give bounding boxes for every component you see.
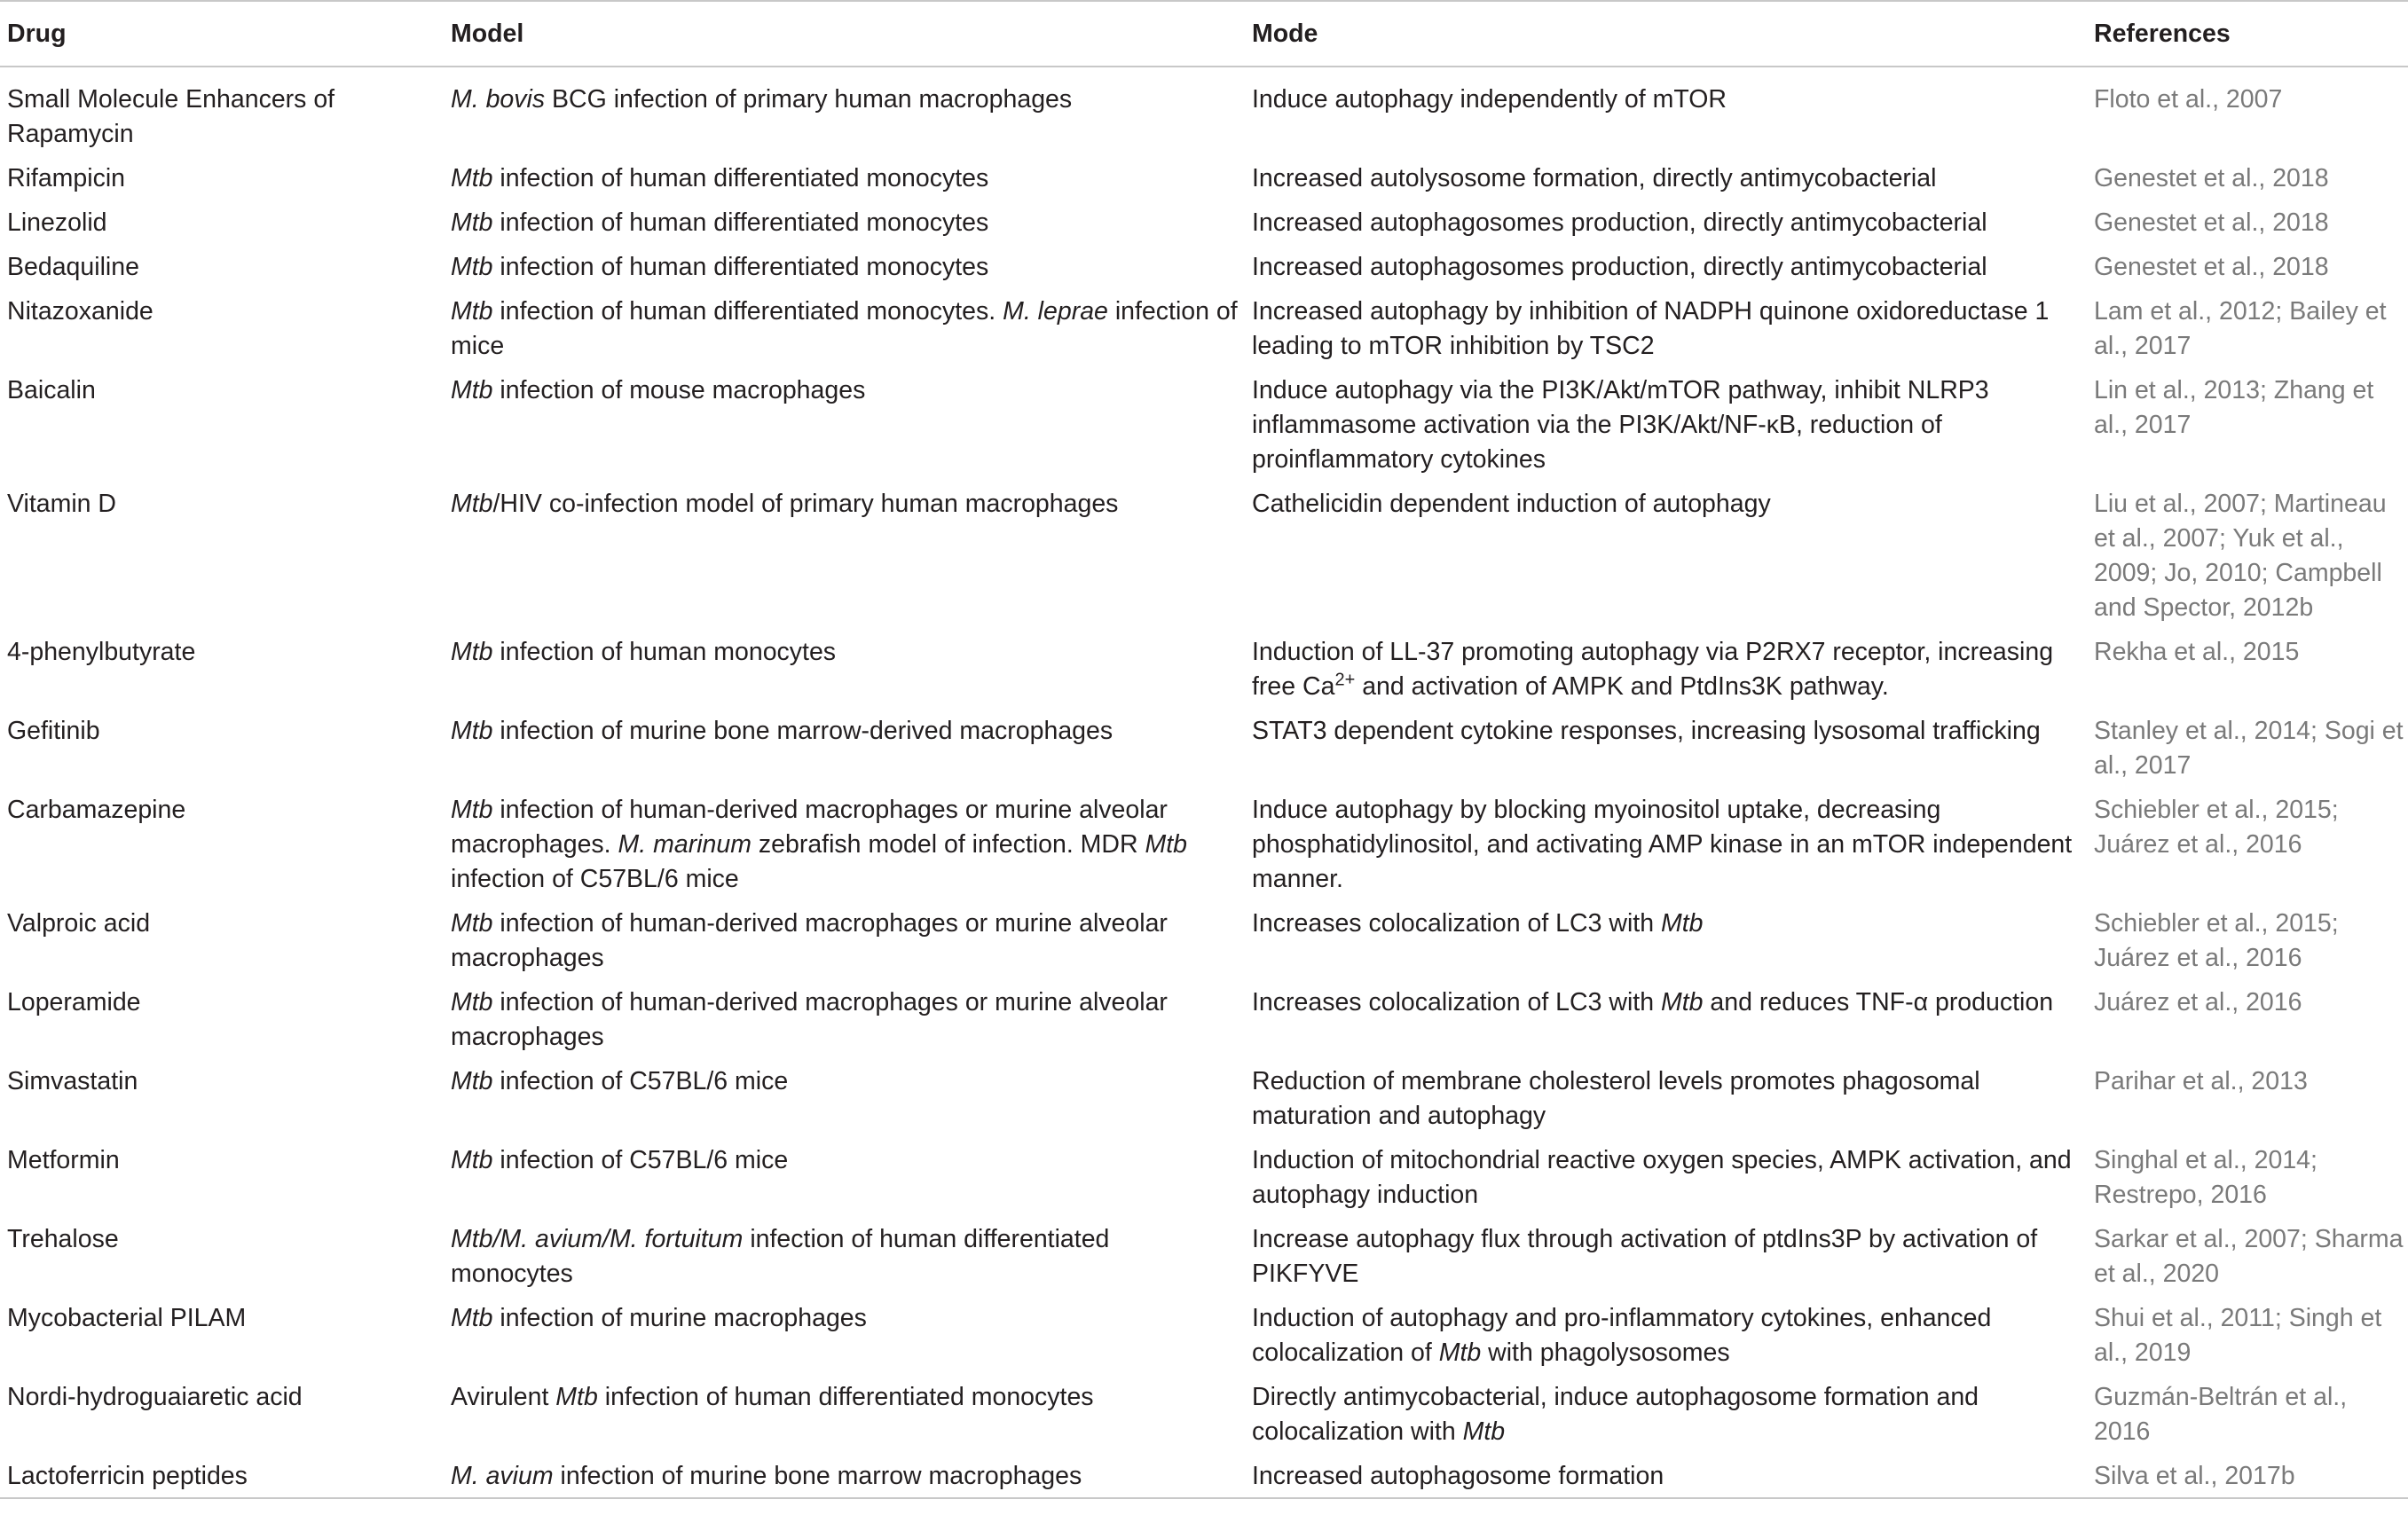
- cell-mode: [1245, 629, 2087, 708]
- cell-mode: [1245, 1374, 2087, 1453]
- table-row: [0, 367, 2408, 481]
- text-segment: infection of murine bone marrow macrophages: [553, 1462, 1082, 1490]
- cell-drug: Rifampicin: [7, 164, 126, 192]
- text-segment: infection of human-derived macrophages or murine alveolar macrophages: [451, 909, 1168, 972]
- text-segment: Reduction of membrane cholesterol levels promotes phagosomal maturation and autophagy: [1252, 1067, 1980, 1130]
- cell-mode: [1245, 1453, 2087, 1498]
- cell-references[interactable]: Stanley et al., 2014; Sogi et al., 2017: [2094, 717, 2404, 780]
- text-segment: infection of murine macrophages: [492, 1304, 867, 1332]
- text-segment: Mtb: [451, 253, 493, 281]
- cell-model: [444, 787, 1245, 900]
- cell-references[interactable]: Liu et al., 2007; Martineau et al., 2007; Yuk et al., 2009; Jo, 2010; Campbell and Spector, 2012b: [2094, 490, 2387, 622]
- cell-model: [444, 1216, 1245, 1295]
- text-segment: Induce autophagy via the PI3K/Akt/mTOR pathway, inhibit NLRP3 inflammasome activation via the PI3K/Akt/NF-κB, reduction of proinflammatory cytokines: [1252, 376, 1989, 474]
- cell-model: [444, 367, 1245, 481]
- text-segment: Mtb: [451, 717, 493, 745]
- text-segment: Mtb: [451, 638, 493, 666]
- header-model: Model: [451, 19, 524, 48]
- text-segment: Mtb: [451, 164, 493, 192]
- table-row: [0, 200, 2408, 244]
- text-segment: STAT3 dependent cytokine responses, increasing lysosomal trafficking: [1252, 717, 2041, 745]
- text-segment: Mtb: [451, 796, 493, 824]
- cell-references[interactable]: Silva et al., 2017b: [2094, 1462, 2295, 1490]
- cell-drug: Linezolid: [7, 208, 107, 237]
- text-segment: zebrafish model of infection. MDR: [751, 830, 1145, 859]
- text-segment: infection of human differentiated monocytes: [597, 1383, 1094, 1411]
- table-row: [0, 155, 2408, 200]
- cell-model: [444, 1295, 1245, 1374]
- cell-model: [444, 1137, 1245, 1216]
- header-row: [0, 1, 2408, 67]
- cell-drug: Small Molecule Enhancers of Rapamycin: [7, 85, 335, 148]
- table-row: [0, 629, 2408, 708]
- cell-model: [444, 1453, 1245, 1498]
- cell-references[interactable]: Floto et al., 2007: [2094, 85, 2283, 114]
- text-segment: infection of C57BL/6 mice: [492, 1067, 789, 1095]
- cell-model: [444, 481, 1245, 629]
- text-segment: Induction of LL-37 promoting autophagy via P2RX7 receptor, increasing free Ca: [1252, 638, 2054, 701]
- cell-references[interactable]: Parihar et al., 2013: [2094, 1067, 2308, 1095]
- text-segment: infection of human differentiated monocytes: [492, 253, 989, 281]
- text-segment: 2+: [1334, 670, 1356, 690]
- cell-drug: Simvastatin: [7, 1067, 138, 1095]
- cell-references[interactable]: Rekha et al., 2015: [2094, 638, 2300, 666]
- table-row: [0, 67, 2408, 155]
- table-row: [0, 1216, 2408, 1295]
- text-segment: Increase autophagy flux through activation of ptdIns3P by activation of PIKFYVE: [1252, 1225, 2038, 1288]
- text-segment: Mtb: [451, 909, 493, 938]
- table-body: [0, 67, 2408, 1498]
- table-row: [0, 1058, 2408, 1137]
- cell-drug: Valproic acid: [7, 909, 151, 938]
- cell-drug: Trehalose: [7, 1225, 119, 1253]
- cell-drug: Lactoferricin peptides: [7, 1462, 248, 1490]
- cell-model: [444, 155, 1245, 200]
- cell-model: [444, 1374, 1245, 1453]
- text-segment: Mtb: [1438, 1338, 1482, 1367]
- header-references: References: [2094, 19, 2231, 48]
- table-row: [0, 481, 2408, 629]
- text-segment: Cathelicidin dependent induction of autophagy: [1252, 490, 1771, 518]
- cell-drug: Gefitinib: [7, 717, 100, 745]
- cell-references[interactable]: Schiebler et al., 2015; Juárez et al., 2016: [2094, 796, 2339, 859]
- cell-references[interactable]: Lin et al., 2013; Zhang et al., 2017: [2094, 376, 2374, 439]
- cell-model: [444, 629, 1245, 708]
- table-row: [0, 787, 2408, 900]
- text-segment: infection of C57BL/6 mice: [492, 1146, 789, 1174]
- cell-references[interactable]: Genestet et al., 2018: [2094, 164, 2329, 192]
- text-segment: Mtb: [451, 490, 493, 518]
- text-segment: infection of mouse macrophages: [492, 376, 866, 404]
- cell-references[interactable]: Schiebler et al., 2015; Juárez et al., 2016: [2094, 909, 2339, 972]
- text-segment: infection of human differentiated monocytes: [492, 208, 989, 237]
- cell-drug: Nitazoxanide: [7, 297, 153, 326]
- cell-mode: [1245, 288, 2087, 367]
- cell-drug: Bedaquiline: [7, 253, 139, 281]
- cell-mode: [1245, 1295, 2087, 1374]
- text-segment: Mtb: [451, 376, 493, 404]
- table-row: [0, 900, 2408, 979]
- cell-references[interactable]: Lam et al., 2012; Bailey et al., 2017: [2094, 297, 2387, 360]
- cell-drug: Metformin: [7, 1146, 120, 1174]
- text-segment: Mtb: [451, 208, 493, 237]
- cell-model: [444, 67, 1245, 155]
- text-segment: Mtb: [451, 1146, 493, 1174]
- cell-drug: Nordi-hydroguaiaretic acid: [7, 1383, 303, 1411]
- cell-mode: [1245, 481, 2087, 629]
- text-segment: Increases colocalization of LC3 with: [1252, 988, 1661, 1017]
- cell-references[interactable]: Genestet et al., 2018: [2094, 208, 2329, 237]
- text-segment: Increased autophagosomes production, directly antimycobacterial: [1252, 253, 1987, 281]
- table-row: [0, 1295, 2408, 1374]
- cell-references[interactable]: Juárez et al., 2016: [2094, 988, 2302, 1017]
- text-segment: Mtb/M. avium/M. fortuitum: [451, 1225, 744, 1253]
- text-segment: Mtb: [1145, 830, 1188, 859]
- table-header: [0, 1, 2408, 67]
- text-segment: Directly antimycobacterial, induce autophagosome formation and colocalization with: [1252, 1383, 1979, 1446]
- text-segment: with phagolysosomes: [1481, 1338, 1730, 1367]
- cell-model: [444, 288, 1245, 367]
- cell-references[interactable]: Singhal et al., 2014; Restrepo, 2016: [2094, 1146, 2318, 1209]
- text-segment: Increased autophagosomes production, directly antimycobacterial: [1252, 208, 1987, 237]
- cell-model: [444, 244, 1245, 288]
- text-segment: infection of mice: [451, 297, 1238, 360]
- cell-references[interactable]: Shui et al., 2011; Singh et al., 2019: [2094, 1304, 2382, 1367]
- cell-mode: [1245, 787, 2087, 900]
- text-segment: Increased autophagy by inhibition of NADPH quinone oxidoreductase 1 leading to mTOR inhibition by TSC2: [1252, 297, 2050, 360]
- text-segment: infection of C57BL/6 mice: [451, 865, 739, 893]
- text-segment: infection of human-derived macrophages or murine alveolar macrophages: [451, 988, 1168, 1051]
- cell-model: [444, 900, 1245, 979]
- text-segment: Mtb: [555, 1383, 598, 1411]
- text-segment: and activation of AMPK and PtdIns3K pathway.: [1355, 672, 1889, 701]
- cell-mode: [1245, 900, 2087, 979]
- cell-model: [444, 200, 1245, 244]
- text-segment: Mtb: [451, 988, 493, 1017]
- text-segment: Mtb: [1660, 988, 1704, 1017]
- text-segment: Increases colocalization of LC3 with: [1252, 909, 1661, 938]
- text-segment: Mtb: [451, 1304, 493, 1332]
- text-segment: Increased autolysosome formation, directly antimycobacterial: [1252, 164, 1937, 192]
- cell-mode: [1245, 1137, 2087, 1216]
- table-row: [0, 288, 2408, 367]
- text-segment: infection of human differentiated monocytes: [451, 1225, 1110, 1288]
- text-segment: M. bovis: [451, 85, 546, 114]
- text-segment: infection of human-derived macrophages or murine alveolar macrophages.: [451, 796, 1168, 859]
- text-segment: M. avium: [451, 1462, 554, 1490]
- cell-drug: 4-phenylbutyrate: [7, 638, 196, 666]
- text-segment: Induction of mitochondrial reactive oxygen species, AMPK activation, and autophagy induction: [1252, 1146, 2072, 1209]
- text-segment: Induce autophagy independently of mTOR: [1252, 85, 1727, 114]
- cell-mode: [1245, 67, 2087, 155]
- cell-mode: [1245, 1058, 2087, 1137]
- cell-references[interactable]: Sarkar et al., 2007; Sharma et al., 2020: [2094, 1225, 2404, 1288]
- cell-drug: Baicalin: [7, 376, 96, 404]
- cell-mode: [1245, 1216, 2087, 1295]
- cell-mode: [1245, 155, 2087, 200]
- text-segment: Induce autophagy by blocking myoinositol uptake, decreasing phosphatidylinositol, and activating AMP kinase in an mTOR independent manner.: [1252, 796, 2073, 893]
- table-row: [0, 1374, 2408, 1453]
- header-drug: Drug: [7, 19, 67, 48]
- text-segment: M. marinum: [618, 830, 752, 859]
- cell-mode: [1245, 708, 2087, 787]
- text-segment: Mtb: [451, 1067, 493, 1095]
- cell-mode: [1245, 244, 2087, 288]
- header-mode: Mode: [1252, 19, 1318, 48]
- text-segment: Increased autophagosome formation: [1252, 1462, 1664, 1490]
- cell-references[interactable]: Guzmán-Beltrán et al., 2016: [2094, 1383, 2348, 1446]
- table-row: [0, 708, 2408, 787]
- text-segment: infection of human differentiated monocytes.: [492, 297, 1003, 326]
- table-row: [0, 979, 2408, 1058]
- table-row: [0, 1453, 2408, 1498]
- text-segment: and reduces TNF-α production: [1703, 988, 2054, 1017]
- text-segment: BCG infection of primary human macrophages: [545, 85, 1073, 114]
- cell-model: [444, 708, 1245, 787]
- text-segment: Mtb: [1462, 1417, 1506, 1446]
- cell-model: [444, 1058, 1245, 1137]
- cell-model: [444, 979, 1245, 1058]
- cell-references[interactable]: Genestet et al., 2018: [2094, 253, 2329, 281]
- cell-mode: [1245, 367, 2087, 481]
- text-segment: M. leprae: [1003, 297, 1108, 326]
- cell-mode: [1245, 979, 2087, 1058]
- cell-mode: [1245, 200, 2087, 244]
- text-segment: Avirulent: [451, 1383, 556, 1411]
- text-segment: Mtb: [451, 297, 493, 326]
- cell-drug: Carbamazepine: [7, 796, 186, 824]
- text-segment: infection of murine bone marrow-derived macrophages: [492, 717, 1114, 745]
- cell-drug: Loperamide: [7, 988, 141, 1017]
- cell-drug: Vitamin D: [7, 490, 117, 518]
- text-segment: Induction of autophagy and pro-inflammatory cytokines, enhanced colocalization of: [1252, 1304, 1992, 1367]
- text-segment: /HIV co-infection model of primary human macrophages: [492, 490, 1119, 518]
- text-segment: infection of human differentiated monocytes: [492, 164, 989, 192]
- text-segment: infection of human monocytes: [492, 638, 837, 666]
- table-row: [0, 1137, 2408, 1216]
- text-segment: Mtb: [1660, 909, 1704, 938]
- table-row: [0, 244, 2408, 288]
- cell-drug: Mycobacterial PILAM: [7, 1304, 247, 1332]
